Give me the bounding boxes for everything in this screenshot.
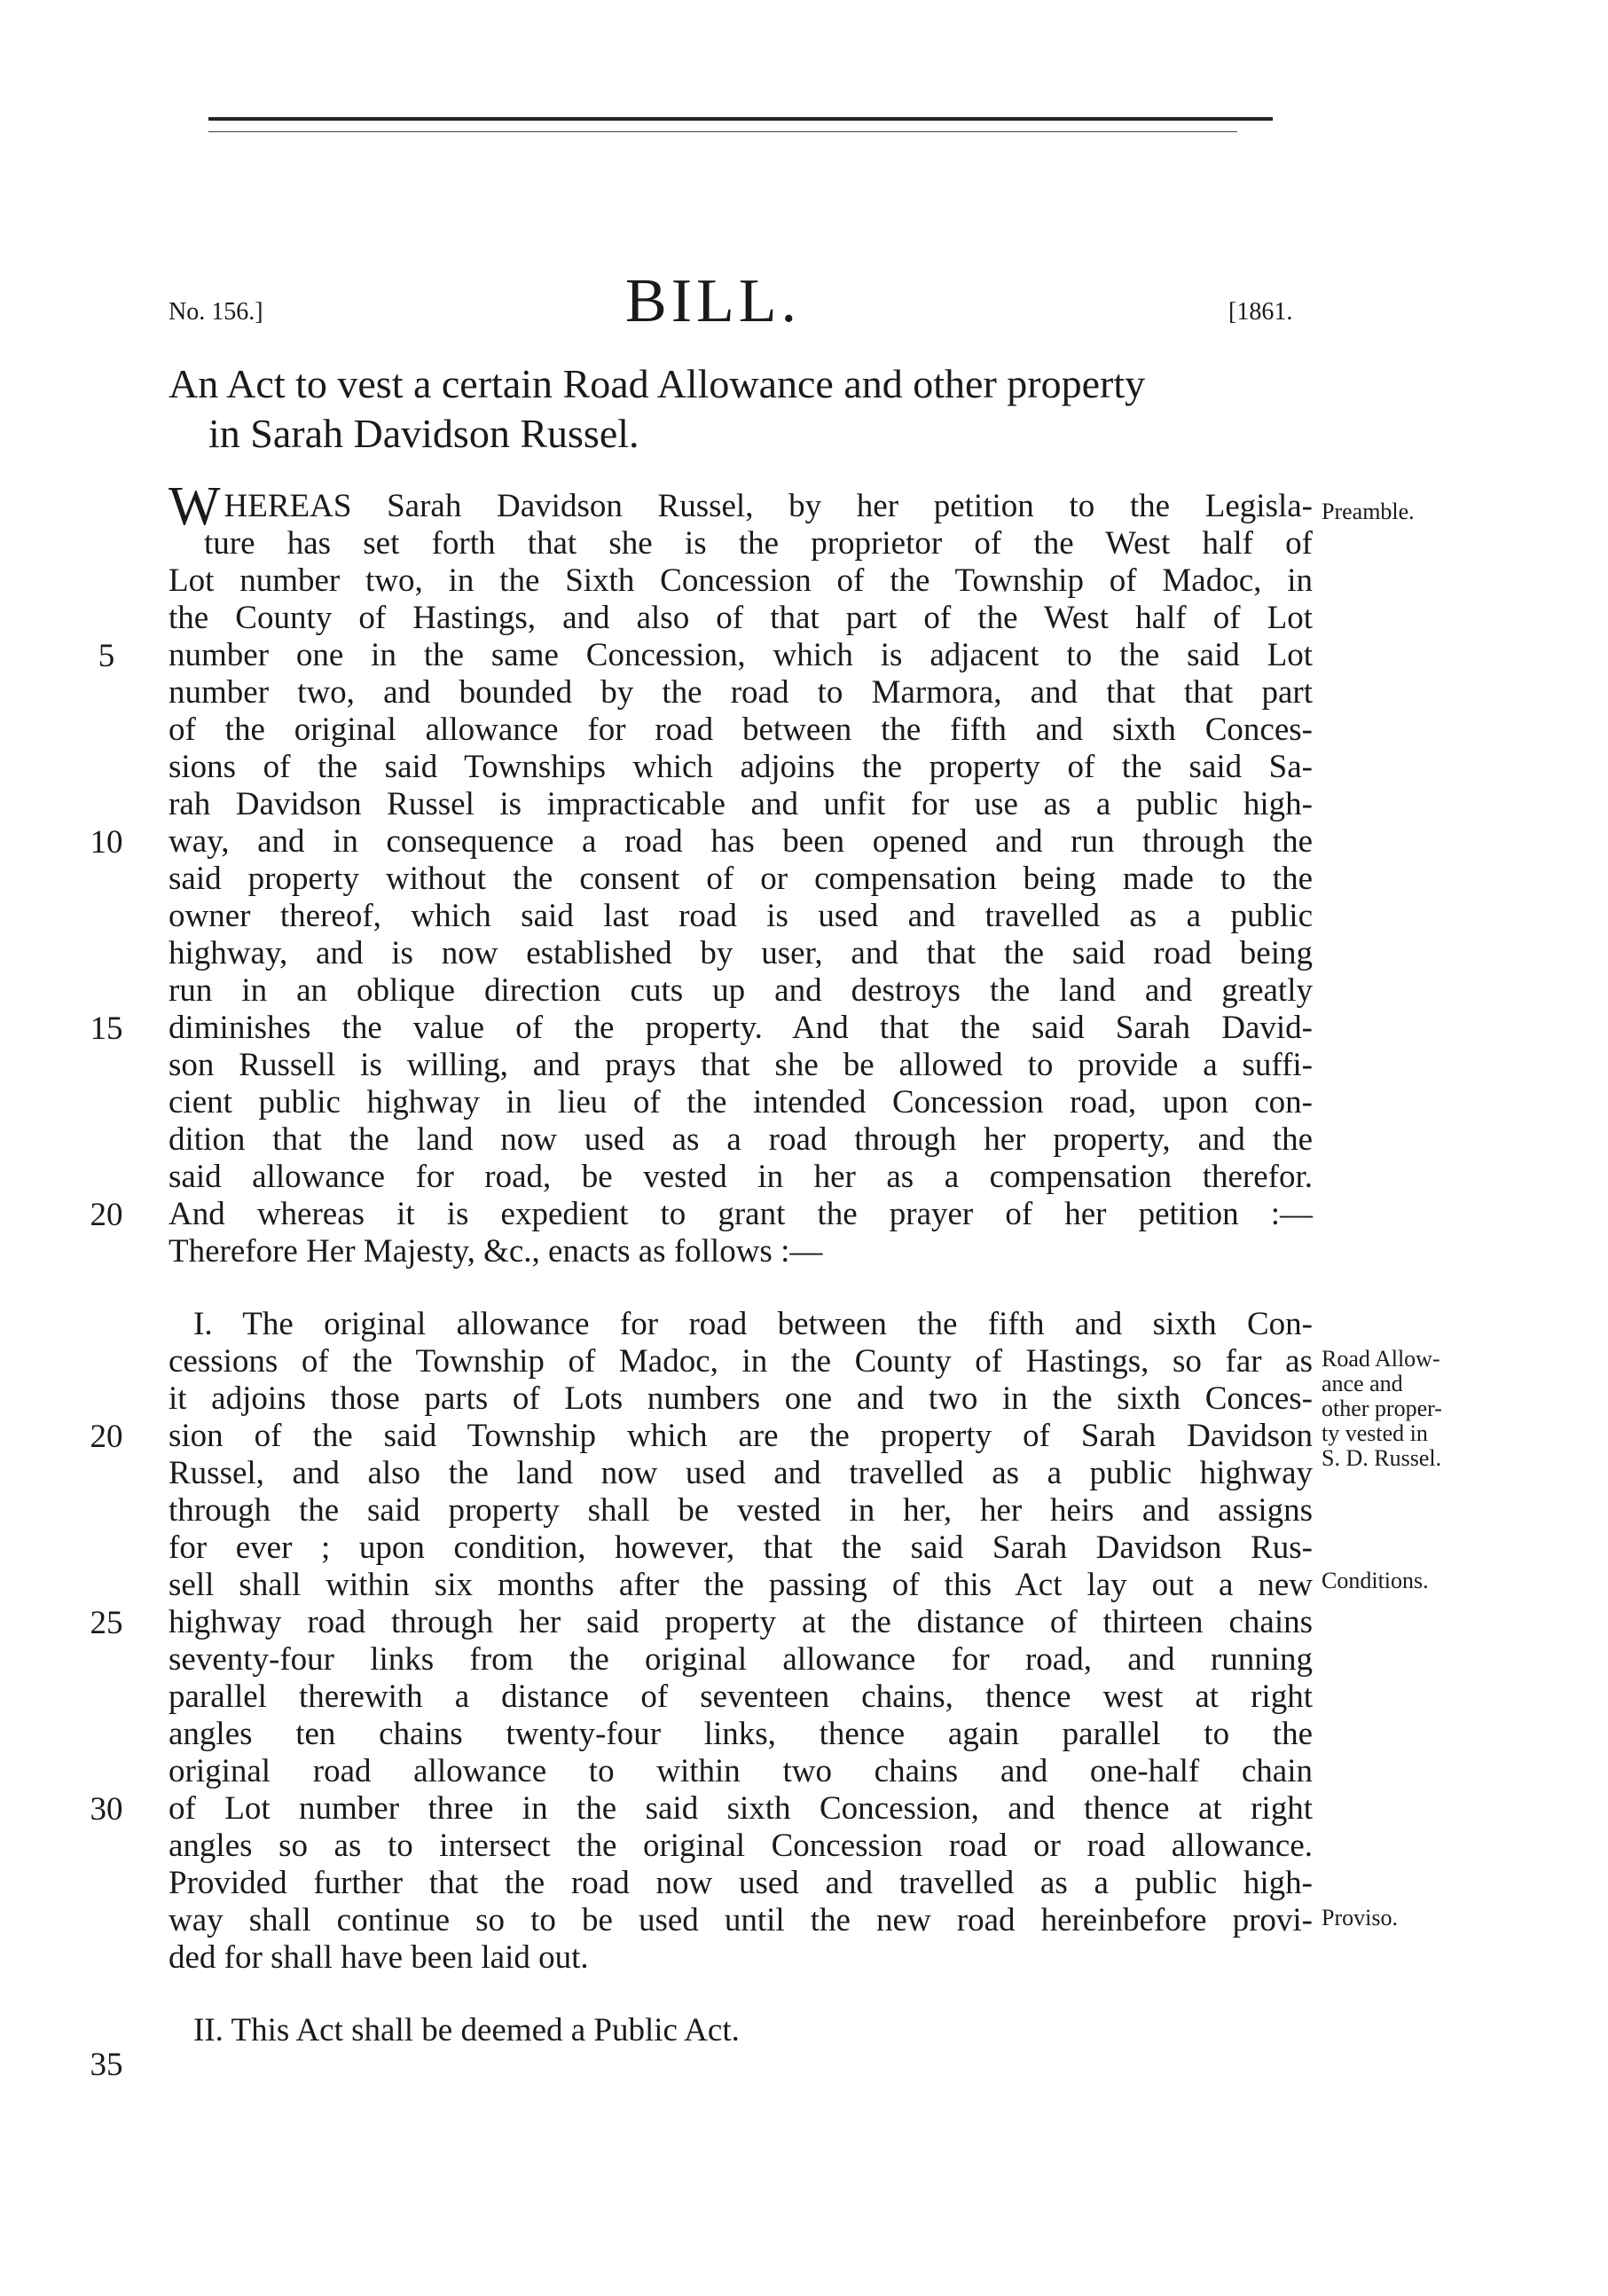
preamble-line: said allowance for road, be vested in her as a compensation therefor. [169, 1159, 1313, 1195]
top-rule-thin [208, 131, 1237, 132]
line-number: 15 [90, 1010, 123, 1047]
margin-note-road-allowance [1322, 1347, 1499, 1471]
preamble-line: the County of Hastings, and also of that part of the West half of Lot [169, 600, 1313, 636]
preamble-line: diminishes the value of the property. And that the said Sarah David- [169, 1010, 1313, 1046]
section-1-line: for ever ; upon condition, however, that the said Sarah Davidson Rus- [169, 1529, 1313, 1566]
preamble-line: WHEREAS Sarah Davidson Russel, by her petition to the Legisla- [169, 476, 1313, 537]
section-1-line: it adjoins those parts of Lots numbers one and two in the sixth Conces- [169, 1380, 1313, 1417]
bill-title: BILL. [625, 267, 802, 335]
preamble-line: way, and in consequence a road has been opened and run through the [169, 823, 1313, 860]
section-1-line: way shall continue so to be used until the new road hereinbefore provi- [169, 1902, 1313, 1938]
line-number: 30 [90, 1791, 123, 1828]
section-1-line: highway road through her said property at the distance of thirteen chains [169, 1604, 1313, 1640]
line-number: 5 [98, 638, 115, 674]
act-title [169, 359, 1322, 459]
section-1-line: cessions of the Township of Madoc, in the County of Hastings, so far as [169, 1343, 1313, 1380]
margin-note-conditions: Conditions. [1322, 1568, 1429, 1593]
section-1-line: I. The original allowance for road between the fifth and sixth Con- [193, 1306, 1313, 1342]
section-1-line: angles ten chains twenty-four links, thence again parallel to the [169, 1716, 1313, 1752]
section-1-line: ded for shall have been laid out. [169, 1939, 589, 1976]
section-1-line: of Lot number three in the said sixth Concession, and thence at right [169, 1790, 1313, 1827]
margin-note-road-line: ty vested in [1322, 1420, 1428, 1446]
margin-note-road-line: Road Allow- [1322, 1346, 1440, 1372]
preamble-line: rah Davidson Russel is impracticable and unfit for use as a public high- [169, 786, 1313, 822]
section-1-line: Russel, and also the land now used and travelled as a public highway [169, 1455, 1313, 1491]
preamble-line: number two, and bounded by the road to Marmora, and that that part [169, 674, 1313, 711]
preamble-line: sions of the said Townships which adjoins the property of the said Sa- [169, 749, 1313, 785]
section-1-line: sion of the said Township which are the property of Sarah Davidson [169, 1418, 1313, 1454]
preamble-line: said property without the consent of or compensation being made to the [169, 861, 1313, 897]
preamble-line: son Russell is willing, and prays that she be allowed to provide a suffi- [169, 1047, 1313, 1083]
preamble-line: number one in the same Concession, which is adjacent to the said Lot [169, 637, 1313, 673]
margin-note-road-line: ance and [1322, 1371, 1403, 1396]
preamble-line: dition that the land now used as a road through her property, and the [169, 1121, 1313, 1158]
preamble-line: of the original allowance for road between the fifth and sixth Conces- [169, 712, 1313, 748]
line-number: 10 [90, 824, 123, 861]
section-1-line: sell shall within six months after the passing of this Act lay out a new [169, 1567, 1313, 1603]
section-1-line: seventy-four links from the original allowance for road, and running [169, 1641, 1313, 1678]
section-1-line: parallel therewith a distance of seventeen chains, thence west at right [169, 1679, 1313, 1715]
preamble-line: highway, and is now established by user, and that the said road being [169, 935, 1313, 971]
act-title-line-1: An Act to vest a certain Road Allowance and other property [169, 361, 1146, 406]
bill-header [0, 266, 1608, 337]
line-number: 35 [90, 2047, 123, 2083]
section-1-line: angles so as to intersect the original Concession road or road allowance. [169, 1828, 1313, 1864]
preamble-line: owner thereof, which said last road is used and travelled as a public [169, 898, 1313, 934]
preamble-line: Therefore Her Majesty, &c., enacts as follows :— [169, 1233, 823, 1270]
drop-cap: W [169, 476, 221, 537]
section-2-text: II. This Act shall be deemed a Public Act. [193, 2012, 740, 2048]
preamble-line: run in an oblique direction cuts up and destroys the land and greatly [169, 972, 1313, 1009]
section-1-line: original road allowance to within two chains and one-half chain [169, 1753, 1313, 1789]
preamble-line: Lot number two, in the Sixth Concession of the Township of Madoc, in [169, 562, 1313, 599]
preamble-line: And whereas it is expedient to grant the prayer of her petition :— [169, 1196, 1313, 1232]
act-title-line-2: in Sarah Davidson Russel. [208, 411, 639, 456]
bill-year: [1861. [1228, 298, 1293, 326]
bill-number: No. 156.] [169, 298, 263, 326]
section-1-line: Provided further that the road now used and travelled as a public high- [169, 1865, 1313, 1901]
line-number: 20 [90, 1419, 123, 1455]
margin-note-road-line: other proper- [1322, 1396, 1442, 1421]
section-1-line: through the said property shall be vested in her, her heirs and assigns [169, 1492, 1313, 1529]
preamble-line: ture has set forth that she is the proprietor of the West half of [204, 525, 1313, 562]
preamble-line: cient public highway in lieu of the intended Concession road, upon con- [169, 1084, 1313, 1120]
margin-note-preamble: Preamble. [1322, 499, 1415, 524]
line-number: 20 [90, 1197, 123, 1233]
line-number: 25 [90, 1605, 123, 1641]
bill-body [169, 476, 1313, 2049]
margin-note-proviso: Proviso. [1322, 1905, 1398, 1930]
margin-note-road-line: S. D. Russel. [1322, 1445, 1442, 1471]
top-rule [208, 117, 1273, 121]
